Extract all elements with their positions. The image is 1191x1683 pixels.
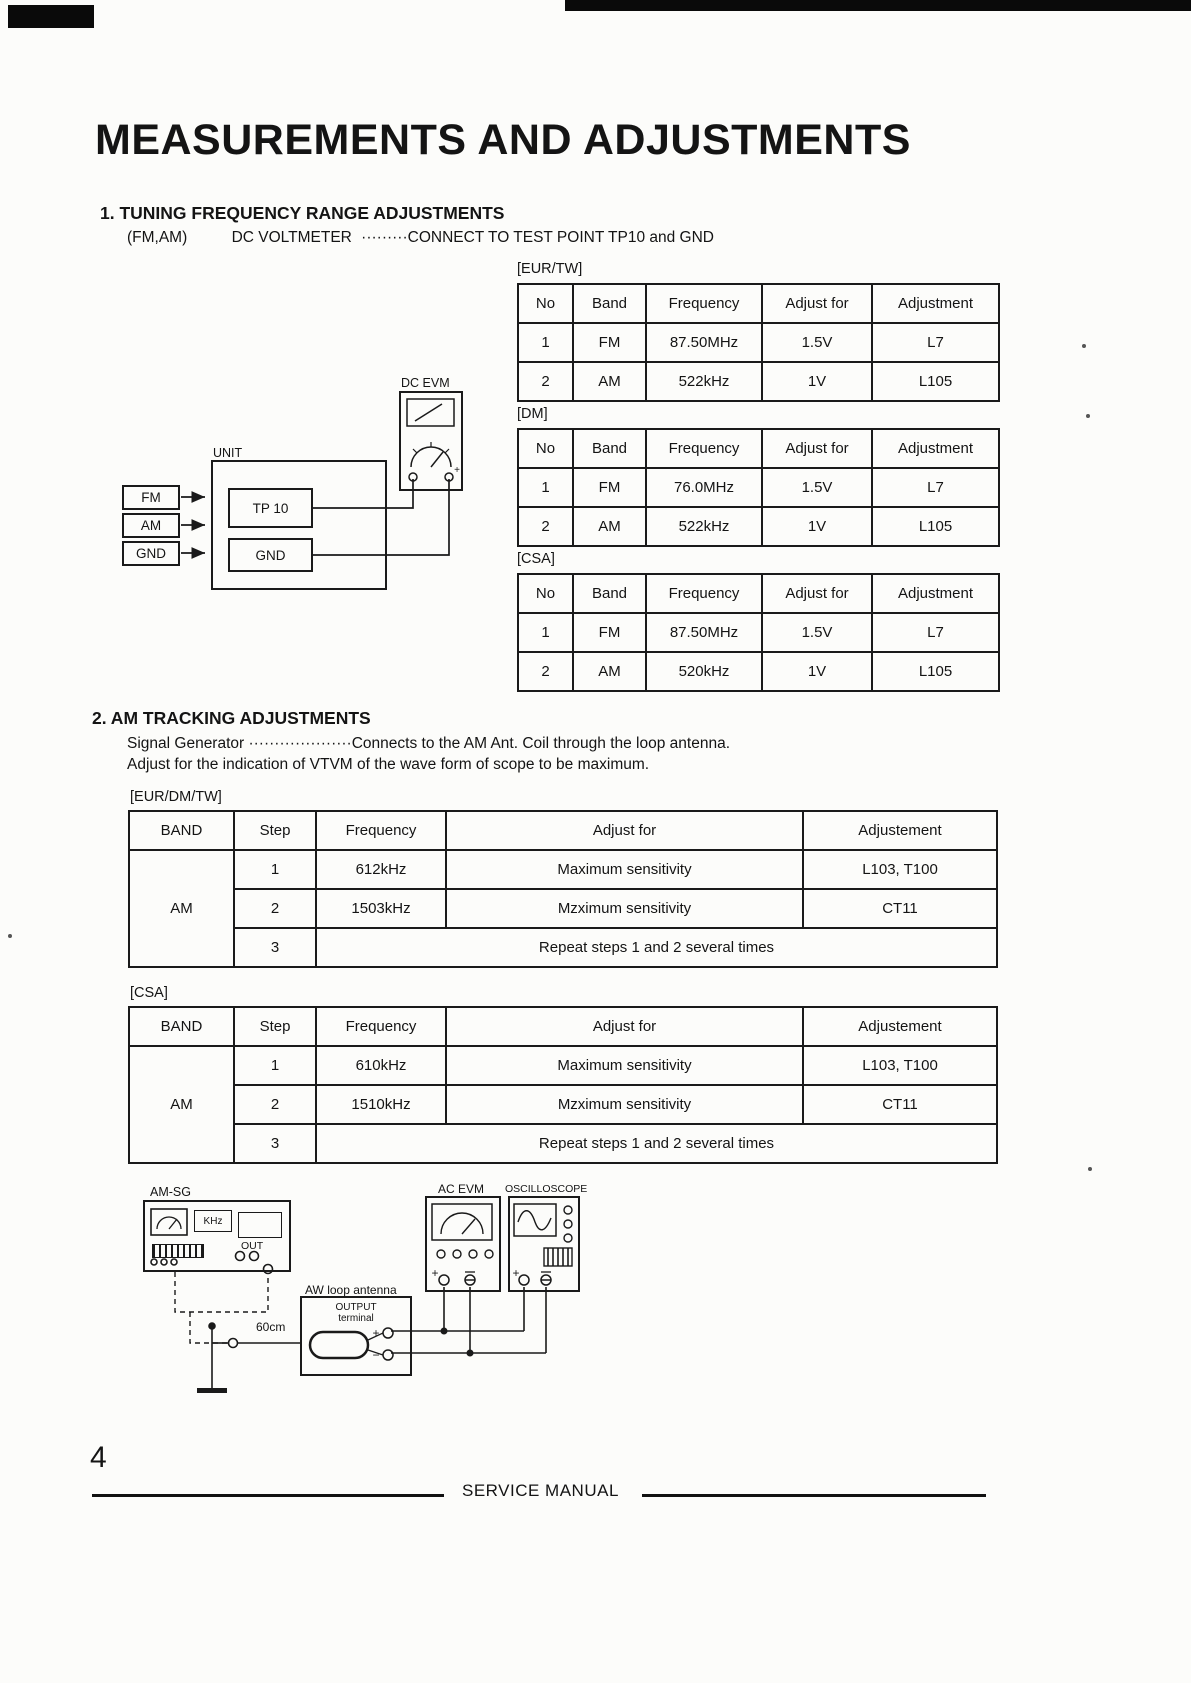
- cell-frequency: 522kHz: [646, 362, 762, 401]
- footer-text: SERVICE MANUAL: [462, 1481, 619, 1500]
- col-band: BAND: [129, 1007, 234, 1046]
- cell-adjust-for: 1.5V: [762, 468, 872, 507]
- am-tracking-table-csa: [128, 1006, 998, 1164]
- cell-no: 1: [518, 613, 573, 652]
- cell-no: 2: [518, 507, 573, 546]
- cell-band: AM: [573, 362, 646, 401]
- cell-adjustement: CT11: [803, 1085, 997, 1124]
- cell-adjustment: L7: [872, 323, 999, 362]
- cell-merged-note: Repeat steps 1 and 2 several times: [316, 1124, 997, 1163]
- output-terminal-line1: OUTPUT: [335, 1302, 377, 1313]
- table-label-csa: [CSA]: [517, 551, 555, 567]
- col-frequency: Frequency: [316, 811, 446, 850]
- table-label-eur-dm-tw: [EUR/DM/TW]: [130, 789, 222, 805]
- cell-adjustement: CT11: [803, 889, 997, 928]
- table-row: [518, 362, 999, 401]
- ac-evm-box: [425, 1196, 501, 1292]
- plus-sign: +: [431, 1266, 439, 1280]
- cell-band: AM: [129, 850, 234, 967]
- plus-sign: +: [372, 1326, 380, 1340]
- cell-adjust-for: Maximum sensitivity: [446, 850, 803, 889]
- table-label-dm: [DM]: [517, 406, 548, 422]
- section1-heading: 1. TUNING FREQUENCY RANGE ADJUSTMENTS: [100, 203, 505, 223]
- cell-step: 1: [234, 1046, 316, 1085]
- cell-frequency: 520kHz: [646, 652, 762, 691]
- oscilloscope-label: OSCILLOSCOPE: [505, 1183, 588, 1195]
- table-row: [518, 468, 999, 507]
- cable-length-label: 60cm: [256, 1320, 286, 1334]
- table-row: [129, 889, 997, 928]
- oscilloscope-box: [508, 1196, 580, 1292]
- col-step: Step: [234, 1007, 316, 1046]
- cell-band: FM: [573, 323, 646, 362]
- fm-input-label: FM: [141, 490, 161, 505]
- cell-band: FM: [573, 613, 646, 652]
- table-header-row: [518, 574, 999, 613]
- loop-coil-icon: [302, 1298, 410, 1374]
- cell-adjust-for: 1V: [762, 652, 872, 691]
- table-header-row: [518, 429, 999, 468]
- cell-adjust-for: Mzximum sensitivity: [446, 1085, 803, 1124]
- footer-rule-right: [642, 1494, 986, 1497]
- cell-adjustement: L103, T100: [803, 850, 997, 889]
- table-row: [129, 928, 997, 967]
- col-adjustement: Adjustement: [803, 811, 997, 850]
- col-no: No: [518, 429, 573, 468]
- tp10-box: [228, 488, 313, 528]
- scope-screen-icon: [510, 1198, 578, 1290]
- cell-frequency: 610kHz: [316, 1046, 446, 1085]
- col-band: Band: [573, 574, 646, 613]
- page-title: MEASUREMENTS AND ADJUSTMENTS: [95, 116, 911, 164]
- col-adjust-for: Adjust for: [762, 574, 872, 613]
- gnd-input-label: GND: [136, 546, 166, 561]
- sg-meter-icon: [150, 1208, 188, 1236]
- page-number: 4: [90, 1441, 107, 1474]
- ac-meter-face-icon: [427, 1198, 499, 1290]
- note-scope: (FM,AM): [127, 229, 188, 246]
- am-input-label: AM: [140, 518, 162, 533]
- table-header-row: [129, 811, 997, 850]
- cell-step: 2: [234, 889, 316, 928]
- cell-adjust-for: 1.5V: [762, 613, 872, 652]
- plus-sign: +: [454, 465, 460, 476]
- cell-no: 2: [518, 652, 573, 691]
- am-sg-label: AM-SG: [150, 1185, 191, 1199]
- cell-step: 2: [234, 1085, 316, 1124]
- dc-evm-meter-box: [399, 391, 463, 491]
- section1-note: [127, 229, 714, 247]
- cell-adjust-for: 1V: [762, 362, 872, 401]
- col-no: No: [518, 284, 573, 323]
- unit-label: UNIT: [213, 446, 243, 460]
- sg-grille: [152, 1244, 204, 1258]
- col-step: Step: [234, 811, 316, 850]
- am-input-box: [122, 513, 180, 538]
- tp10-label: TP 10: [252, 500, 289, 516]
- cell-no: 1: [518, 468, 573, 507]
- dc-evm-label: DC EVM: [401, 376, 450, 390]
- table-row: [129, 850, 997, 889]
- khz-label: KHz: [203, 1215, 223, 1227]
- output-terminal-line2: terminal: [338, 1313, 374, 1324]
- col-adjustment: Adjustment: [872, 284, 999, 323]
- cell-band: AM: [573, 507, 646, 546]
- scan-speck: [1086, 414, 1090, 418]
- cell-frequency: 87.50MHz: [646, 613, 762, 652]
- note-connection: ·········CONNECT TO TEST POINT TP10 and GND: [361, 229, 714, 246]
- loop-antenna-box: [300, 1296, 412, 1376]
- cell-step: 3: [234, 1124, 316, 1163]
- scan-speck: [1082, 344, 1086, 348]
- col-frequency: Frequency: [646, 429, 762, 468]
- sine-wave-icon: [518, 1211, 551, 1230]
- ac-evm-label: AC EVM: [438, 1182, 485, 1196]
- table-row: [518, 613, 999, 652]
- table-row: [518, 507, 999, 546]
- table-row: [129, 1085, 997, 1124]
- tuning-table-csa: [517, 573, 1000, 692]
- cell-adjustment: L105: [872, 652, 999, 691]
- footer-rule-left: [92, 1494, 444, 1497]
- table-label-eur-tw: [EUR/TW]: [517, 261, 583, 277]
- am-tracking-table-eur-dm-tw: [128, 810, 998, 968]
- cell-band: FM: [573, 468, 646, 507]
- cell-step: 1: [234, 850, 316, 889]
- out-label: OUT: [241, 1240, 264, 1252]
- col-adjustement: Adjustement: [803, 1007, 997, 1046]
- col-adjust-for: Adjust for: [446, 811, 803, 850]
- scan-speck: [8, 934, 12, 938]
- gnd-input-box: [122, 541, 180, 566]
- cell-frequency: 1510kHz: [316, 1085, 446, 1124]
- am-sg-box: [143, 1200, 291, 1272]
- plus-sign: +: [512, 1266, 520, 1280]
- cell-adjustment: L105: [872, 507, 999, 546]
- cell-adjust-for: 1V: [762, 507, 872, 546]
- section2-note-line2: Adjust for the indication of VTVM of the wave form of scope to be maximum.: [127, 756, 650, 773]
- col-frequency: Frequency: [646, 574, 762, 613]
- table-row: [129, 1046, 997, 1085]
- scan-artifact-block: [8, 5, 94, 28]
- col-band: BAND: [129, 811, 234, 850]
- cell-no: 1: [518, 323, 573, 362]
- note-instrument: DC VOLTMETER: [231, 229, 352, 246]
- cell-merged-note: Repeat steps 1 and 2 several times: [316, 928, 997, 967]
- cell-adjust-for: 1.5V: [762, 323, 872, 362]
- col-adjustment: Adjustment: [872, 574, 999, 613]
- cell-step: 3: [234, 928, 316, 967]
- khz-box: [194, 1210, 232, 1232]
- cell-frequency: 76.0MHz: [646, 468, 762, 507]
- table-row: [518, 323, 999, 362]
- col-adjustment: Adjustment: [872, 429, 999, 468]
- col-adjust-for: Adjust for: [762, 284, 872, 323]
- cell-band: AM: [573, 652, 646, 691]
- tuning-table-eur-tw: [517, 283, 1000, 402]
- cell-adjustment: L7: [872, 468, 999, 507]
- table-row: [129, 1124, 997, 1163]
- section2-heading: 2. AM TRACKING ADJUSTMENTS: [92, 708, 371, 728]
- tuning-table-dm: [517, 428, 1000, 547]
- table-header-row: [129, 1007, 997, 1046]
- table-label-csa-2: [CSA]: [130, 985, 168, 1001]
- gnd-inner-box: [228, 538, 313, 572]
- cell-adjust-for: Mzximum sensitivity: [446, 889, 803, 928]
- cell-adjustement: L103, T100: [803, 1046, 997, 1085]
- cell-band: AM: [129, 1046, 234, 1163]
- cell-frequency: 522kHz: [646, 507, 762, 546]
- cell-adjust-for: Maximum sensitivity: [446, 1046, 803, 1085]
- col-frequency: Frequency: [646, 284, 762, 323]
- cell-frequency: 1503kHz: [316, 889, 446, 928]
- voltmeter-face-icon: [401, 393, 461, 489]
- section2-note-line1: Signal Generator ····················Connects to the AM Ant. Coil through the loop antenna.: [127, 735, 731, 752]
- col-band: Band: [573, 429, 646, 468]
- fm-input-box: [122, 485, 180, 510]
- cell-no: 2: [518, 362, 573, 401]
- table-row: [518, 652, 999, 691]
- col-no: No: [518, 574, 573, 613]
- cell-adjustment: L105: [872, 362, 999, 401]
- table-header-row: [518, 284, 999, 323]
- col-adjust-for: Adjust for: [446, 1007, 803, 1046]
- scan-artifact-bar: [565, 0, 1191, 11]
- col-band: Band: [573, 284, 646, 323]
- col-frequency: Frequency: [316, 1007, 446, 1046]
- minus-sign: −: [372, 1348, 380, 1362]
- sg-dial-box: [238, 1212, 282, 1238]
- gnd-inner-label: GND: [255, 547, 286, 563]
- cell-frequency: 87.50MHz: [646, 323, 762, 362]
- loop-antenna-label: AW loop antenna: [305, 1283, 397, 1297]
- scan-speck: [1088, 1167, 1092, 1171]
- cell-frequency: 612kHz: [316, 850, 446, 889]
- cell-adjustment: L7: [872, 613, 999, 652]
- col-adjust-for: Adjust for: [762, 429, 872, 468]
